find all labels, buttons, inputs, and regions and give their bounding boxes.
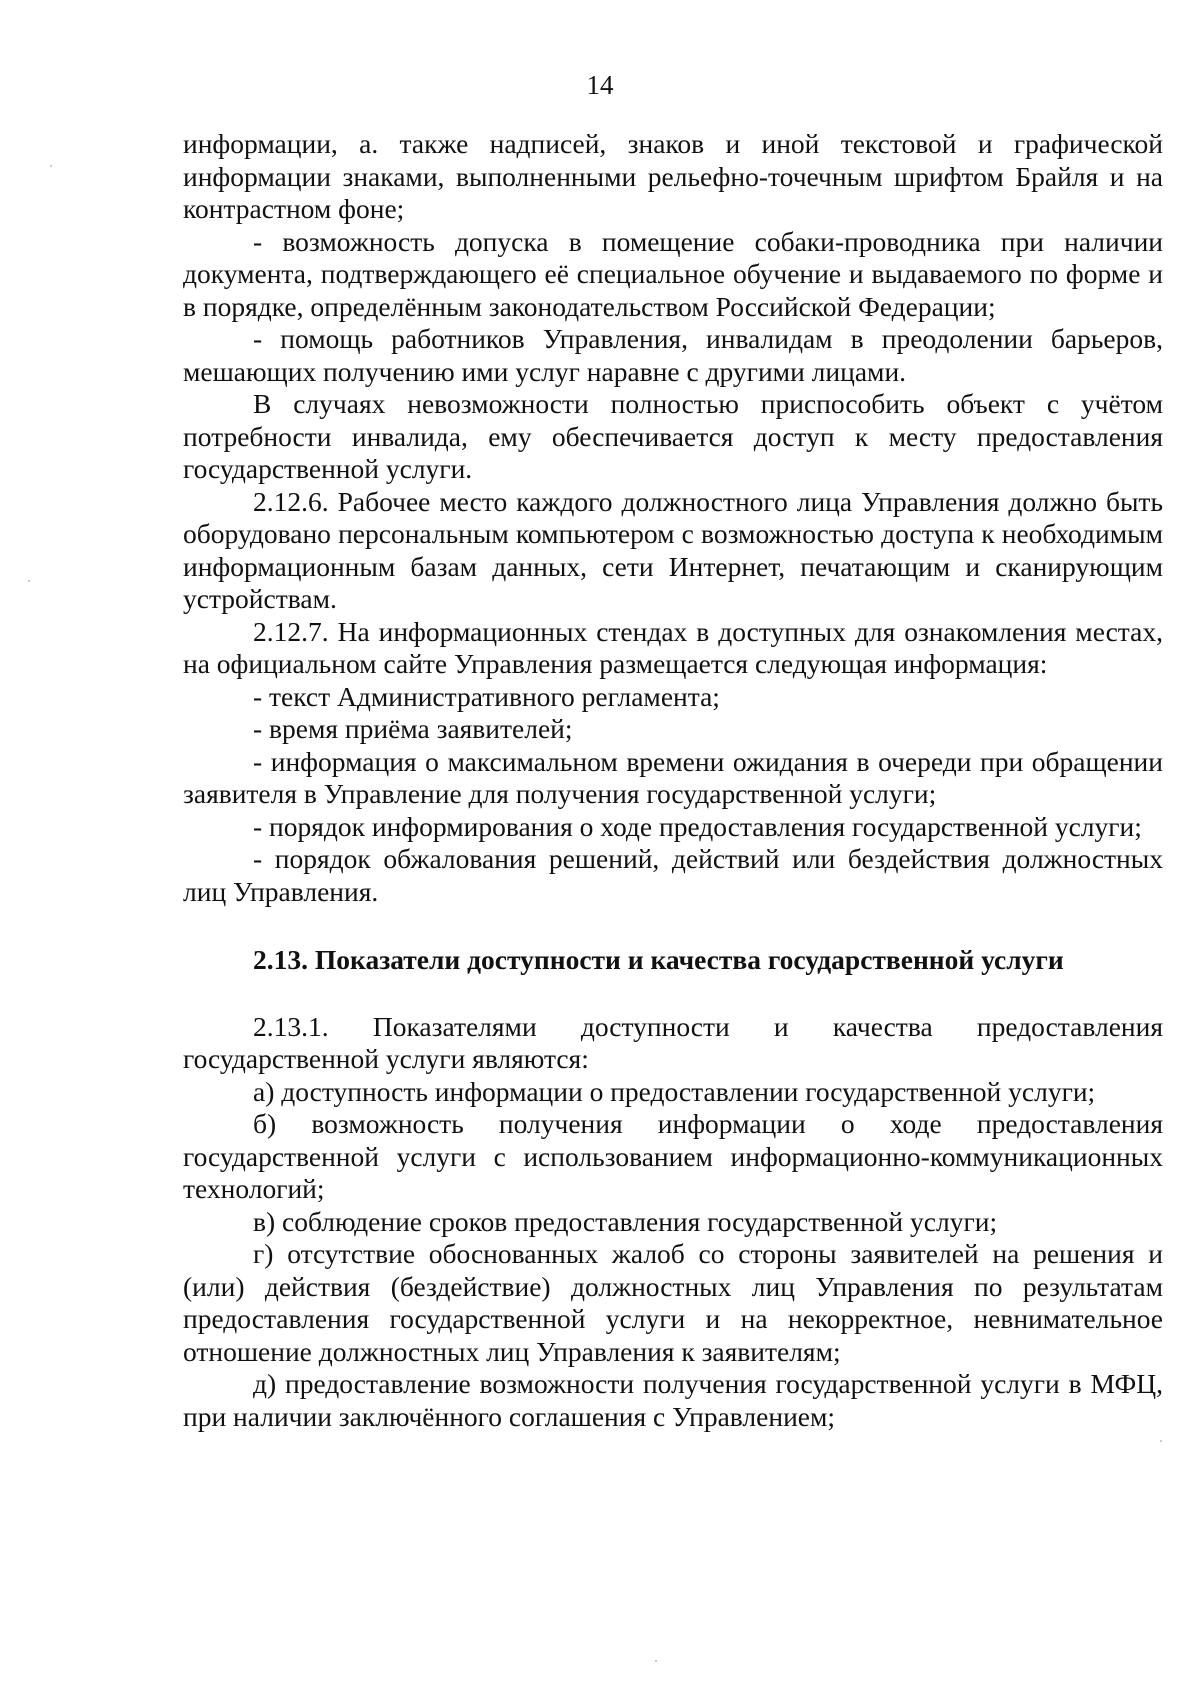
paragraph: 2.13.1. Показателями доступности и качества предоставления государственной услуги являются: bbox=[183, 1010, 1163, 1074]
scan-speck bbox=[1160, 1440, 1162, 1442]
list-item: г) отсутствие обоснованных жалоб со стороны заявителей на решения и (или) действия (бездействие) должностных лиц Управления по результатам предоставления государственной услуги и на некорректное, невнимательное отношение должностных лиц Управления к заявителям; bbox=[183, 1238, 1163, 1367]
page-number: 14 bbox=[586, 70, 614, 100]
list-item: а) доступность информации о предоставлении государственной услуги; bbox=[253, 1075, 1096, 1107]
list-item: - текст Административного регламента; bbox=[253, 680, 720, 712]
scan-speck bbox=[28, 580, 30, 582]
list-item: - порядок информирования о ходе предоставления государственной услуги; bbox=[253, 810, 1142, 842]
list-item: - информация о максимальном времени ожидания в очереди при обращении заявителя в Управление для получения государственной услуги; bbox=[183, 745, 1163, 809]
paragraph: информации, а. также надписей, знаков и иной текстовой и графической информации знаками, выполненными рельефно-точечным шрифтом Брайля и на контрастном фоне; bbox=[183, 128, 1163, 224]
paragraph: 2.12.7. На информационных стендах в доступных для ознакомления местах, на официальном сайте Управления размещается следующая информация: bbox=[183, 615, 1163, 679]
scan-speck bbox=[655, 1660, 657, 1662]
document-body bbox=[183, 128, 1163, 1433]
list-item: б) возможность получения информации о ходе предоставления государственной услуги с использованием информационно-коммуникационных технологий; bbox=[183, 1108, 1163, 1204]
section-heading: 2.13. Показатели доступности и качества государственной услуги bbox=[253, 944, 1064, 975]
list-item: в) соблюдение сроков предоставления государственной услуги; bbox=[253, 1205, 998, 1237]
paragraph: 2.12.6. Рабочее место каждого должностного лица Управления должно быть оборудовано персональным компьютером с возможностью доступа к необходимым информационным базам данных, сети Интернет, печатающим и сканирующим устройствам. bbox=[183, 485, 1163, 614]
scan-speck bbox=[50, 165, 52, 167]
list-item: - время приёма заявителей; bbox=[253, 713, 573, 744]
list-item: д) предоставление возможности получения государственной услуги в МФЦ, при наличии заключённого соглашения с Управлением; bbox=[183, 1368, 1163, 1432]
paragraph: - помощь работников Управления, инвалидам в преодолении барьеров, мешающих получению ими услуг наравне с другими лицами. bbox=[183, 323, 1163, 387]
list-item: - порядок обжалования решений, действий или бездействия должностных лиц Управления. bbox=[183, 843, 1163, 907]
paragraph: - возможность допуска в помещение собаки-проводника при наличии документа, подтверждающего её специальное обучение и выдаваемого по форме и в порядке, определённым законодательством Российской Федерации; bbox=[183, 225, 1163, 322]
paragraph: В случаях невозможности полностью приспособить объект с учётом потребности инвалида, ему обеспечивается доступ к месту предоставления государственной услуги. bbox=[183, 388, 1163, 484]
